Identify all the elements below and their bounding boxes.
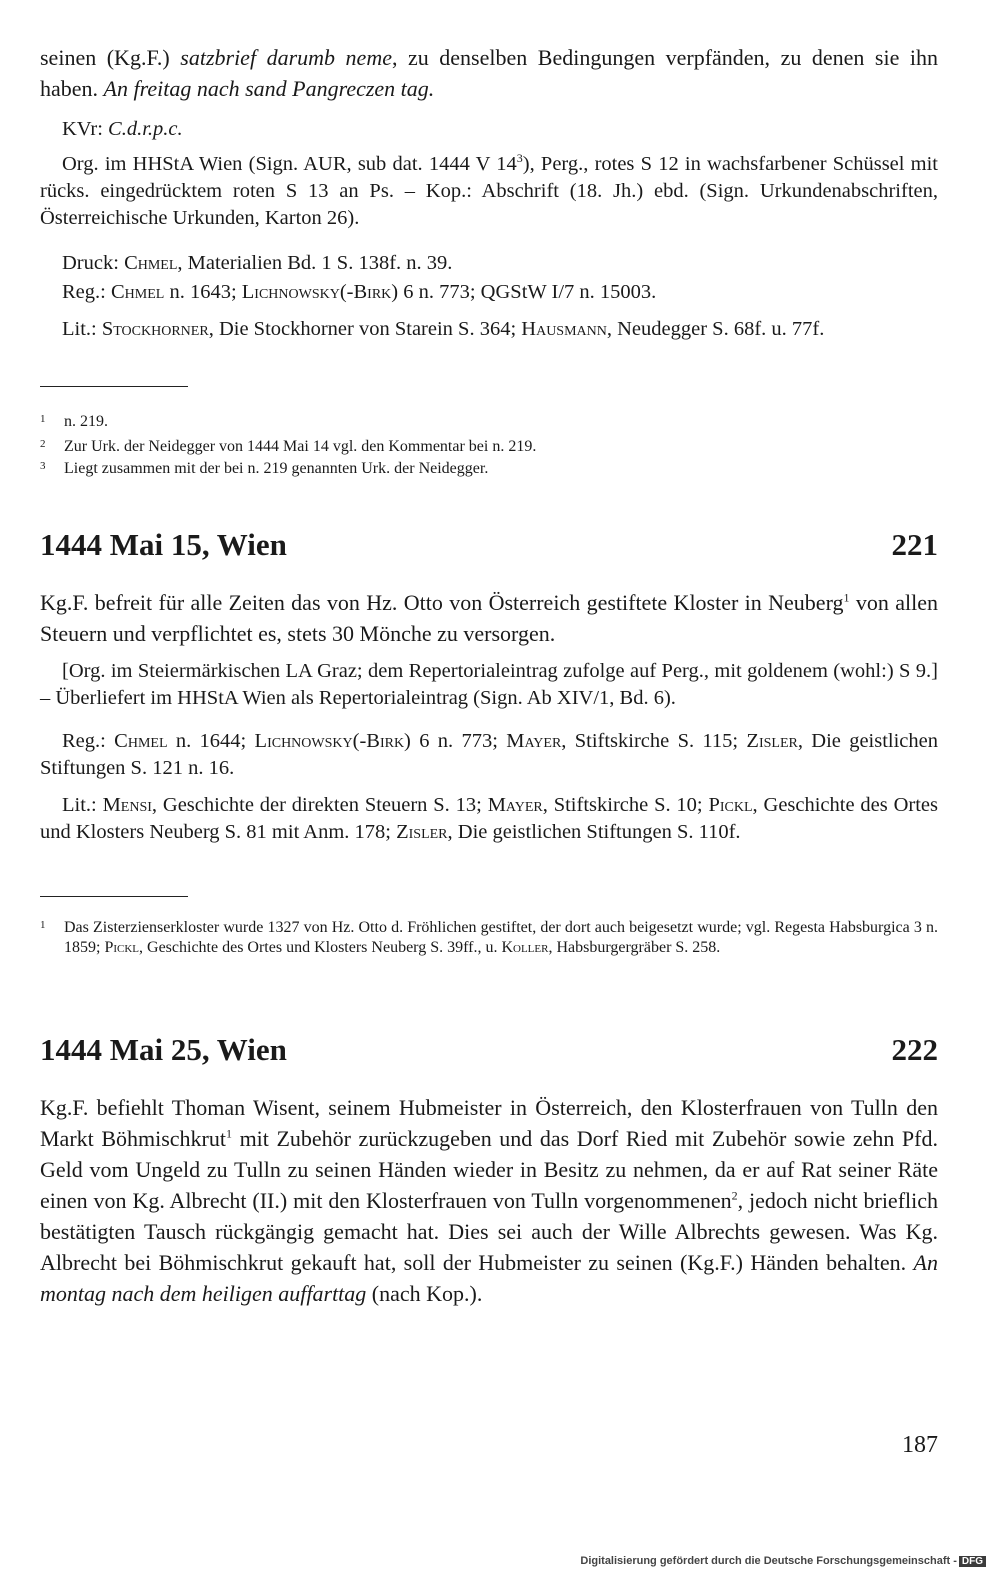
- entry-220-reg: Reg.: Chmel n. 1643; Lichnowsky(-Birk) 6 n. 773; QGStW I/7 n. 15003.: [62, 281, 657, 303]
- footnote-divider: [40, 896, 188, 897]
- entry-221-footnote-1: 1 Das Zisterzienserkloster wurde 1327 von Hz. Otto d. Fröhlichen gestiftet, der dort auch beigesetzt wurde; vgl. Regesta Habsburgica 3 n. 1859; Pickl, Geschichte des Ortes und Klosters Neuberg S. 39ff., u. Koller, Habsburgergräber S. 258.: [40, 919, 938, 956]
- entry-221-reg: Reg.: Chmel n. 1644; Lichnowsky(-Birk) 6 n. 773; Mayer, Stiftskirche S. 115; Zisler, Die geistlichen Stiftungen S. 121 n. 16.: [40, 730, 939, 779]
- entry-222-heading: [40, 1032, 938, 1072]
- digitization-footer: Digitalisierung gefördert durch die Deutsche Forschungsgemeinschaft - DFG: [580, 1555, 986, 1567]
- entry-220-summary-end: seinen (Kg.F.) satzbrief darumb neme, zu denselben Bedingungen verpfänden, zu denen sie ihn haben. An freitag nach sand Pangreczen tag.: [40, 45, 938, 101]
- entry-220-footnote-2: 2 Zur Urk. der Neidegger von 1444 Mai 14 vgl. den Kommentar bei n. 219.: [40, 438, 537, 455]
- entry-221-date: 1444 Mai 15, Wien: [40, 527, 287, 562]
- dfg-logo: DFG: [959, 1556, 986, 1567]
- entry-221-summary: Kg.F. befreit für alle Zeiten das von Hz. Otto von Österreich gestiftete Kloster in Neuberg$^1$ von allen Steuern und verpflichtet es, stets 30 Mönche zu versorgen.: [40, 590, 938, 646]
- entry-222-summary: Kg.F. befiehlt Thoman Wisent, seinem Hubmeister in Österreich, den Klosterfrauen von Tulln den Markt Böhmischkrut$^1$ mit Zubehör zurückzugeben und das Dorf Ried mit Zubehör sowie zehn Pfd. Geld vom Ungeld zu Tulln zu seinen Händen wieder in Besitz zu nehmen, da er auf Rat seiner Räte einen von Kg. Albrecht (II.) mit den Klosterfrauen von Tulln vorgenommenen$^2$, jedoch nicht brieflich bestätigten Tausch rückgängig gemacht hat. Dies sei auch der Wille Albrechts gewesen. Was Kg. Albrecht bei Böhmischkrut gekauft hat, soll der Hubmeister zu seinen (Kg.F.) Händen behalten. An montag nach dem heiligen auffarttag (nach Kop.).: [40, 1095, 939, 1306]
- entry-222-date: 1444 Mai 25, Wien: [40, 1032, 287, 1067]
- entry-222-number: 222: [891, 1032, 938, 1067]
- entry-220-org: Org. im HHStA Wien (Sign. AUR, sub dat. 1444 V $14^3$), Perg., rotes S 12 in wachsfarbener Schüssel mit rücks. eingedrücktem roten S 13 an Ps. – Kop.: Abschrift (18. Jh.) ebd. (Sign. Urkundenabschriften, Österreichische Urkunden, Karton 26).: [40, 151, 938, 229]
- entry-221-lit: Lit.: Mensi, Geschichte der direkten Steuern S. 13; Mayer, Stiftskirche S. 10; Pickl, Geschichte des Ortes und Klosters Neuberg S. 81 mit Anm. 178; Zisler, Die geistlichen Stiftungen S. 110f.: [40, 794, 938, 843]
- entry-221-number: 221: [891, 527, 938, 562]
- entry-220-kvr: KVr: C.d.r.p.c.: [62, 118, 183, 140]
- entry-220-footnote-1: 1 n. 219.: [40, 413, 108, 430]
- entry-220-footnote-3: 3 Liegt zusammen mit der bei n. 219 genannten Urk. der Neidegger.: [40, 460, 489, 477]
- footnote-divider: [40, 386, 188, 387]
- entry-221-heading: [40, 527, 938, 567]
- entry-220-druck: Druck: Chmel, Materialien Bd. 1 S. 138f. n. 39.: [62, 252, 453, 274]
- page-number: 187: [902, 1432, 938, 1458]
- entry-220-lit: Lit.: Stockhorner, Die Stockhorner von Starein S. 364; Hausmann, Neudegger S. 68f. u. 77f.: [62, 318, 825, 340]
- entry-221-org: [Org. im Steiermärkischen LA Graz; dem Repertorialeintrag zufolge auf Perg., mit goldenem (wohl:) S 9.] – Überliefert im HHStA Wien als Repertorialeintrag (Sign. Ab XIV/1, Bd. 6).: [40, 660, 938, 709]
